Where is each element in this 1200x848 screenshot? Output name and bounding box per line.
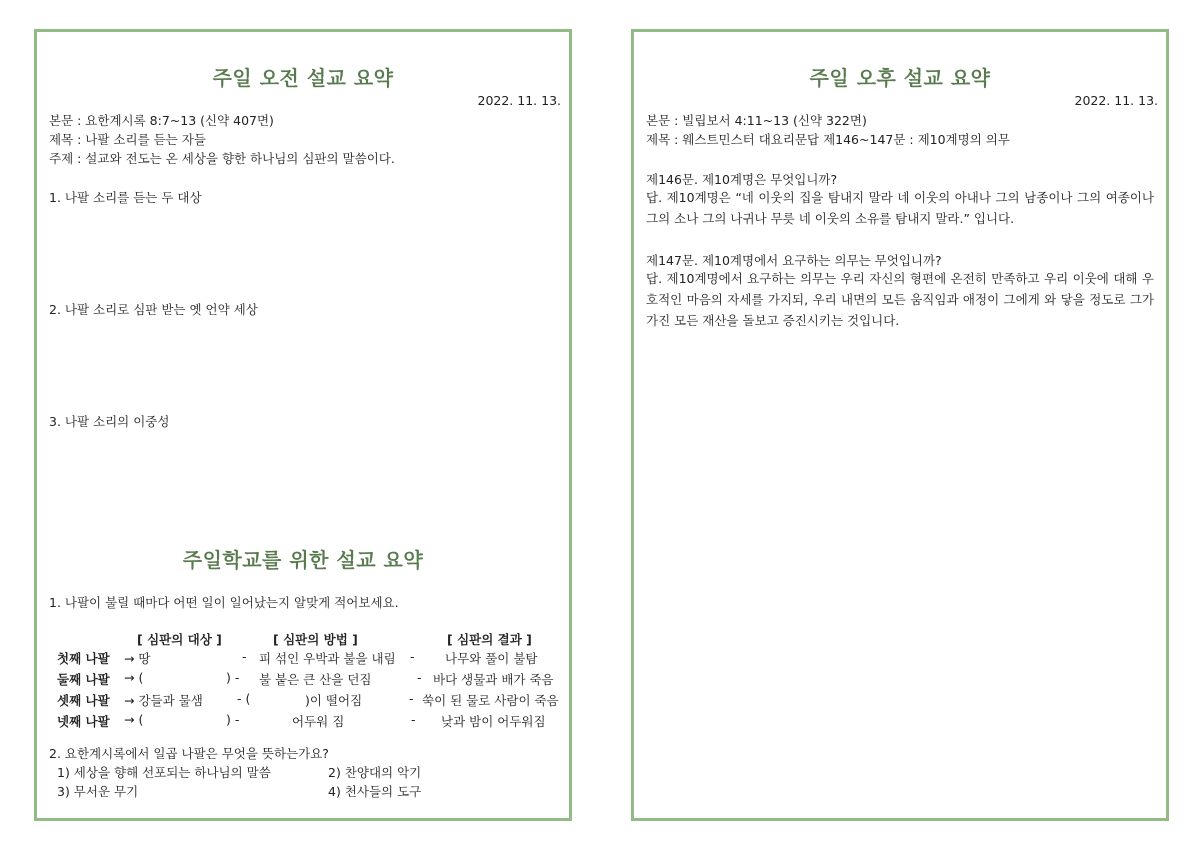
point-1: 1. 나팔 소리를 듣는 두 대상 — [49, 190, 202, 205]
row-1-dash: - — [410, 649, 415, 664]
answer-147: 답. 제10계명에서 요구하는 의무는 우리 자신의 형편에 온전히 만족하고 우리 이웃에 대해 우호적인 마음의 자세를 가지되, 우리 내면의 모든 움직임과 애정이 그에게 와 닿을 정도로 그가 가진 모든 재산을 돌보고 증진시키는 것입니다. — [646, 271, 1154, 328]
option-1: 1) 세상을 향해 선포되는 하나님의 말씀 — [57, 765, 271, 780]
header-result: [ 심판의 결과 ] — [447, 632, 532, 647]
row-2-method: 불 붙은 큰 산을 던짐 — [259, 672, 372, 687]
row-3-method: )이 떨어짐 — [305, 693, 363, 708]
row-4-dash: ) - — [226, 712, 240, 727]
row-2-result: 바다 생물과 배가 죽음 — [433, 672, 554, 687]
answer-146: 답. 제10계명은 “네 이웃의 집을 탐내지 말라 네 이웃의 아내나 그의 남종이나 그의 여종이나 그의 소나 그의 나귀나 무릇 네 이웃의 소유를 탐내지 말라.” 입니다. — [646, 190, 1154, 226]
sermon-theme: 주제 : 설교와 전도는 온 세상을 향한 하나님의 심판의 말씀이다. — [49, 151, 395, 166]
row-4-method: 어두워 짐 — [292, 714, 345, 729]
left-page — [34, 29, 572, 821]
sunday-school-title: 주일학교를 위한 설교 요약 — [182, 548, 424, 572]
row-1-label: 첫째 나팔 — [57, 651, 110, 666]
row-1-dash: - — [242, 649, 247, 664]
row-3-dash: - — [409, 691, 414, 706]
row-3-result: 쑥이 된 물로 사람이 죽음 — [422, 693, 559, 708]
sermon-date: 2022. 11. 13. — [477, 93, 561, 108]
row-2-target: → ( — [124, 670, 144, 685]
row-2-dash: ) - — [226, 670, 240, 685]
header-target: [ 심판의 대상 ] — [137, 632, 222, 647]
row-4-result: 낮과 밤이 어두워짐 — [441, 714, 546, 729]
row-2-label: 둘째 나팔 — [57, 672, 110, 687]
text-reference: 본문 : 빌립보서 4:11~13 (신약 322면) — [646, 113, 867, 128]
row-3-label: 셋째 나팔 — [57, 693, 110, 708]
text-reference: 본문 : 요한계시록 8:7~13 (신약 407면) — [49, 113, 274, 128]
option-4: 4) 천사들의 도구 — [328, 784, 422, 799]
row-1-method: 피 섞인 우박과 불을 내림 — [259, 651, 396, 666]
row-1-target: → 땅 — [124, 651, 151, 666]
sermon-date: 2022. 11. 13. — [1074, 93, 1158, 108]
row-4-label: 넷째 나팔 — [57, 714, 110, 729]
header-method: [ 심판의 방법 ] — [273, 632, 358, 647]
option-3: 3) 무서운 무기 — [57, 784, 139, 799]
question-147: 제147문. 제10계명에서 요구하는 의무는 무엇입니까? — [646, 253, 942, 268]
point-3: 3. 나팔 소리의 이중성 — [49, 414, 170, 429]
sunday-school-question-1: 1. 나팔이 불릴 때마다 어떤 일이 일어났는지 알맞게 적어보세요. — [49, 595, 399, 610]
row-1-result: 나무와 풀이 불탐 — [445, 651, 538, 666]
question-146: 제146문. 제10계명은 무엇입니까? — [646, 172, 838, 187]
sunday-school-question-2: 2. 요한계시록에서 일곱 나팔은 무엇을 뜻하는가요? — [49, 746, 329, 761]
point-2: 2. 나팔 소리로 심판 받는 옛 언약 세상 — [49, 302, 258, 317]
sermon-subject: 제목 : 나팔 소리를 듣는 자들 — [49, 132, 206, 147]
row-3-dash: - ( — [237, 691, 251, 706]
right-page — [631, 29, 1169, 821]
afternoon-sermon-title: 주일 오후 설교 요약 — [809, 66, 991, 90]
option-2: 2) 찬양대의 악기 — [328, 765, 422, 780]
row-3-target: → 강들과 물샘 — [124, 693, 203, 708]
sermon-subject: 제목 : 웨스트민스터 대요리문답 제146~147문 : 제10계명의 의무 — [646, 132, 1010, 147]
morning-sermon-title: 주일 오전 설교 요약 — [212, 66, 394, 90]
row-4-target: → ( — [124, 712, 144, 727]
row-4-dash: - — [411, 712, 416, 727]
row-2-dash: - — [417, 670, 422, 685]
